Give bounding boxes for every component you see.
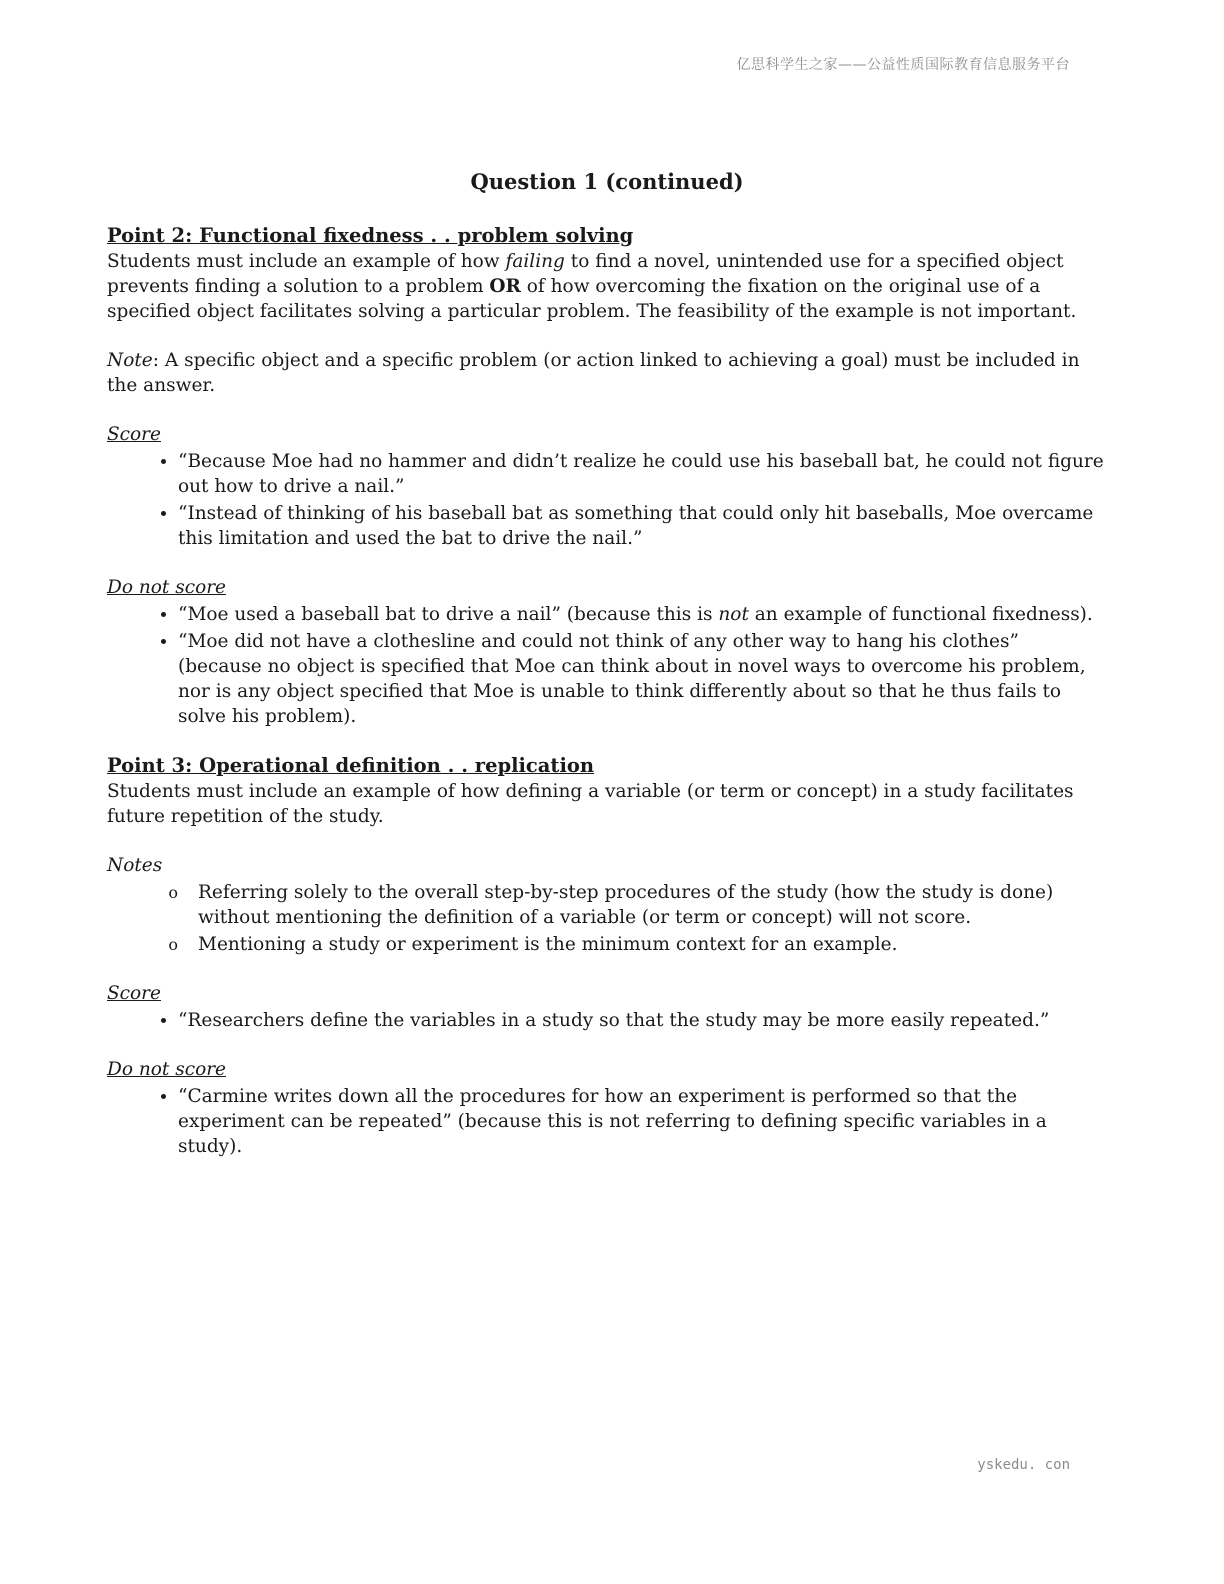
list-item: • “Carmine writes down all the procedures for how an experiment is performed so that the experiment can be repeated” (because this is not referring to defining specific variables in a study). (178, 1084, 1107, 1159)
point3-heading: Point 3: Operational definition . . replication (107, 754, 595, 777)
list-item: • “Instead of thinking of his baseball bat as something that could only hit baseballs, Moe overcame this limitation and used the bat to drive the nail.” (178, 501, 1107, 551)
point2-score-label: Score (107, 424, 161, 445)
point3-noscore-label: Do not score (107, 1059, 227, 1080)
list-item: • “Moe used a baseball bat to drive a nail” (because this is not an example of functional fixedness). (178, 602, 1107, 627)
point3-intro: Students must include an example of how defining a variable (or term or concept) in a study facilitates future repetition of the study. (107, 781, 1074, 827)
list-item: • “Moe did not have a clothesline and could not think of any other way to hang his clothes” (because no object is specified that Moe can think about in novel ways to overcome his problem, nor is any object specified that Moe is unable to think differently about so that he thus fails to solve his problem). (178, 629, 1107, 729)
point2-intro: Students must include an example of how failing to find a novel, unintended use for a specified object prevents finding a solution to a problem OR of how overcoming the fixation on the original use of a specified object facilitates solving a particular problem. The feasibility of the example is not important. (107, 251, 1077, 322)
list-item: • “Because Moe had no hammer and didn’t realize he could use his baseball bat, he could not figure out how to drive a nail.” (178, 449, 1107, 499)
point3-notes-list (107, 880, 1107, 957)
page-title: Question 1 (continued) (470, 169, 744, 194)
point2-noscore-list (107, 602, 1107, 729)
footer-watermark: yskedu. con (977, 1457, 1070, 1473)
document-body (107, 168, 1107, 1161)
point2-heading: Point 2: Functional fixedness . . problem solving (107, 224, 634, 247)
point3-noscore-list (107, 1084, 1107, 1159)
point2-noscore-label: Do not score (107, 577, 227, 598)
point2-note: Note: A specific object and a specific problem (or action linked to achieving a goal) must be included in the answer. (107, 350, 1080, 396)
list-item: o Referring solely to the overall step-by-step procedures of the study (how the study is done) without mentioning the definition of a variable (or term or concept) will not score. (178, 880, 1107, 930)
list-item: • “Researchers define the variables in a study so that the study may be more easily repeated.” (178, 1008, 1107, 1033)
point3-score-label: Score (107, 983, 161, 1004)
point3-notes-label: Notes (107, 855, 163, 876)
header-watermark: 亿思科学生之家——公益性质国际教育信息服务平台 (736, 57, 1070, 73)
point3-score-list (107, 1008, 1107, 1033)
point2-score-list (107, 449, 1107, 551)
list-item: o Mentioning a study or experiment is the minimum context for an example. (178, 932, 1107, 957)
